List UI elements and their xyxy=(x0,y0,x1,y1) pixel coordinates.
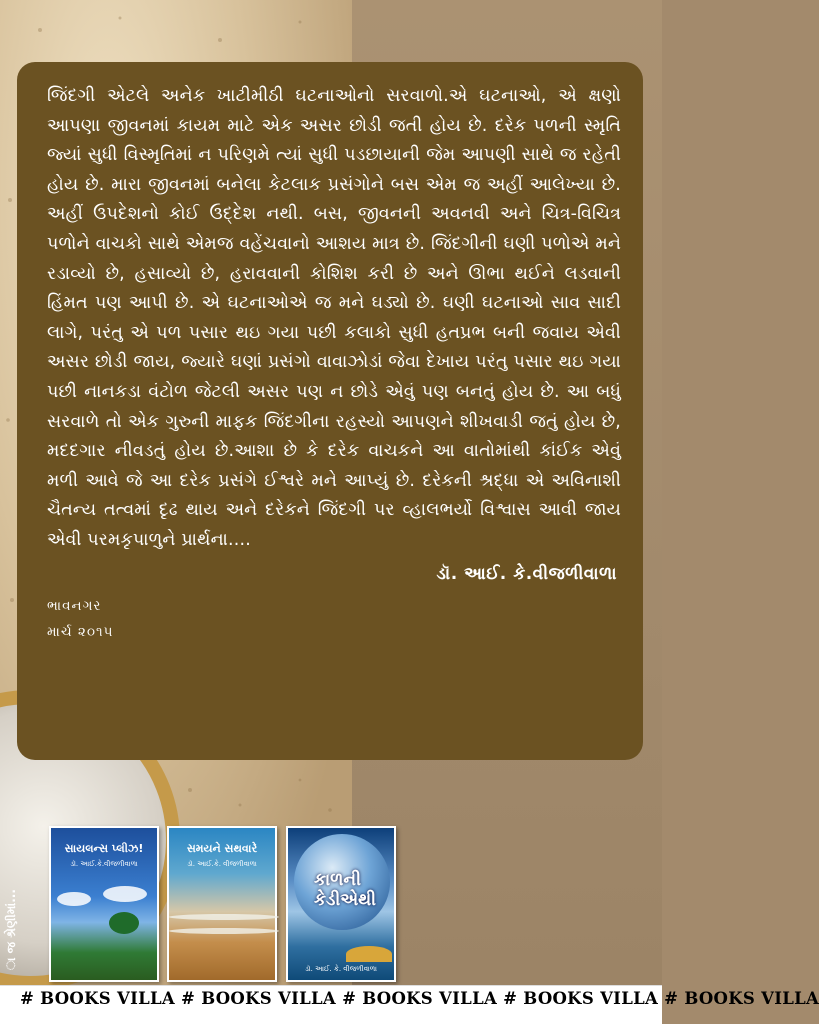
body-paragraph: જિંદગી એટલે અનેક ખાટીમીઠી ઘટનાઓનો સરવાળો.એ ઘટનાઓ, એ ક્ષણો આપણા જીવનમાં કાયમ માટે એક અસર છોડી જતી હોય છે. દરેક પળની સ્મૃતિ જ્યાં સુધી વિસ્મૃતિમાં ન પરિણમે ત્યાં સુધી પડછાયાની જેમ આપણી સાથે જ રહેતી હોય છે. મારા જીવનમાં બનેલા કેટલાક પ્રસંગોને બસ એમ જ અહીં આલેખ્યા છે. અહીં ઉપદેશનો કોઈ ઉદ્દેશ નથી. બસ, જીવનની અવનવી અને ચિત્ર-વિચિત્ર પળોને વાચકો સાથે એમજ વહેંચવાનો આશય માત્ર છે. જિંદગીની ઘણી પળોએ મને રડાવ્યો છે, હસાવ્યો છે, હરાવવાની કોશિશ કરી છે અને ઊભા થઈને લડવાની હિંમત પણ આપી છે. એ ઘટનાઓએ જ મને ઘડ્યો છે. ઘણી ઘટનાઓ સાવ સાદી લાગે, પરંતુ એ પળ પસાર થઇ ગયા પછી કલાકો સુધી હતપ્રભ બની જવાય એવી અસર છોડી જાય, જ્યારે ઘણાં પ્રસંગો વાવાઝોડાં જેવા દેખાય પરંતુ પસાર થઇ ગયા પછી નાનકડા વંટોળ જેટલી અસર પણ ન છોડે એવું પણ બનતું હોય છે. આ બધું સરવાળે તો એક ગુરુની માફક જિંદગીના રહસ્યો આપણને શીખવાડી જતું હોય છે, મદદગાર નીવડતું હોય છે.આશા છે કે દરેક વાચકને આ વાતોમાંથી કાંઈક એવું મળી આવે જે આ દરેક પ્રસંગે ઈશ્વરે મને આપ્યું છે. દરેકની શ્રદ્ધા એ અવિનાશી ચૈતન્ય તત્વમાં દૃઢ થાય અને દરેકને જિંદગી પર વ્હાલભર્યો વિશ્વાસ આવી જાય એવી પરમકૃપાળુને પ્રાર્થના.... xyxy=(47,86,621,550)
wave-icon xyxy=(169,914,279,920)
book-cover-silence-please xyxy=(49,826,159,982)
island-icon xyxy=(346,946,392,962)
cloud-icon xyxy=(57,892,91,906)
book-title: સાયલન્સ પ્લીઝ! xyxy=(64,842,144,855)
book-title: સમયને સથવારે xyxy=(186,842,258,855)
series-tagline-text: ા જ શ્રેણીમાં... xyxy=(4,889,18,970)
series-tagline xyxy=(4,850,44,980)
wave-icon xyxy=(169,928,279,934)
cloud-icon xyxy=(103,886,147,902)
place-label: ભાવનગર xyxy=(47,597,102,614)
text-panel xyxy=(17,62,643,760)
date-label: માર્ચ ૨૦૧૫ xyxy=(47,623,114,640)
book-author: ડૉ. આઈ. કે. વીજળીવાળા xyxy=(305,965,377,973)
author-signature: ડૉ. આઈ. કે.વીજળીવાળા xyxy=(436,563,617,584)
book-author: ડૉ. આઈ.કે. વીજળીવાળા xyxy=(187,860,257,868)
book-cover-kaal-ni-kedie-thi xyxy=(286,826,396,982)
book-author: ડૉ. આઈ.કે.વીજળીવાળા xyxy=(70,860,138,868)
book-title: કાળની કેડીએથી xyxy=(314,870,377,910)
footer-banner: # BOOKS VILLA # BOOKS VILLA # BOOKS VILLA # BOOKS VILLA # BOOKS VILLA xyxy=(0,985,662,1024)
tree-icon xyxy=(109,912,139,934)
book-cover-samay-ne-sathvare xyxy=(167,826,277,982)
